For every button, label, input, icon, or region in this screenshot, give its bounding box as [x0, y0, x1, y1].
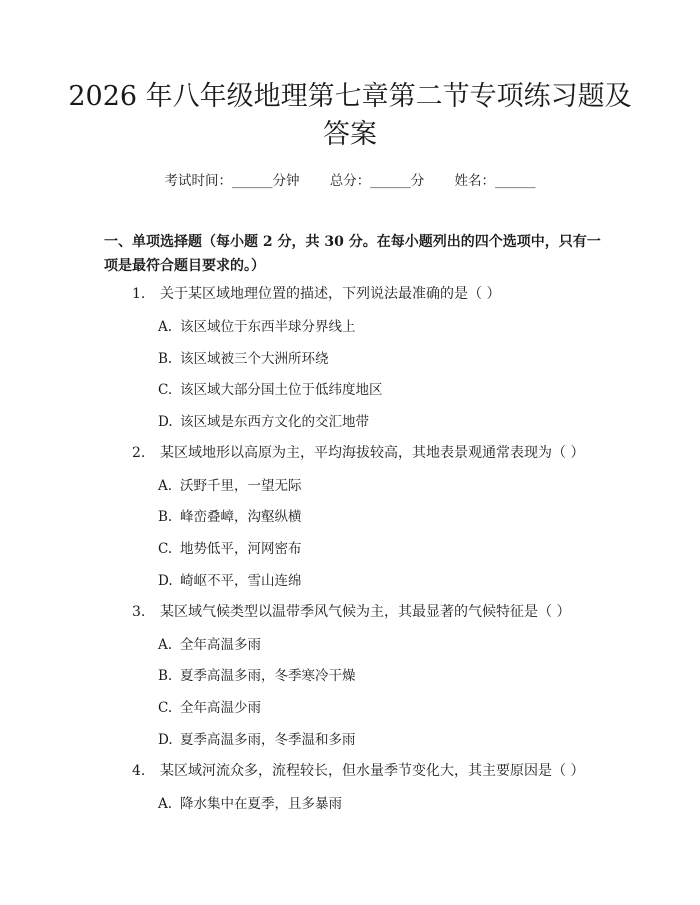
- option-letter: A.: [158, 796, 173, 812]
- option-3c: [158, 696, 261, 716]
- option-text: 夏季高温多雨，冬季温和多雨: [180, 732, 356, 748]
- option-letter: B.: [158, 351, 173, 367]
- option-letter: C.: [158, 382, 173, 398]
- option-4a: [158, 792, 342, 812]
- option-letter: B.: [158, 509, 173, 525]
- question-text: 某区域气候类型以温带季风气候为主，其最显著的气候特征是（ ）: [160, 604, 571, 620]
- option-letter: A.: [158, 637, 173, 653]
- option-text: 该区域是东西方文化的交汇地带: [180, 414, 369, 430]
- option-text: 夏季高温多雨，冬季寒冷干燥: [180, 668, 356, 684]
- option-letter: B.: [158, 668, 173, 684]
- question-2: [132, 442, 584, 462]
- option-text: 崎岖不平，雪山连绵: [180, 573, 302, 589]
- option-letter: C.: [158, 700, 173, 716]
- option-text: 该区域被三个大洲所环绕: [180, 351, 329, 367]
- question-4: [132, 760, 584, 780]
- option-2a: [158, 474, 302, 494]
- option-text: 全年高温少雨: [180, 700, 261, 716]
- option-text: 降水集中在夏季，且多暴雨: [180, 796, 342, 812]
- option-3a: [158, 633, 261, 653]
- question-text: 某区域地形以高原为主，平均海拔较高，其地表景观通常表现为（ ）: [160, 445, 585, 461]
- option-letter: D.: [158, 414, 173, 430]
- question-number: 1.: [132, 286, 146, 302]
- question-number: 3.: [132, 604, 146, 620]
- option-text: 该区域大部分国土位于低纬度地区: [180, 382, 383, 398]
- question-text: 关于某区域地理位置的描述，下列说法最准确的是（ ）: [160, 286, 501, 302]
- option-letter: C.: [158, 541, 173, 557]
- exam-meta: [0, 169, 700, 189]
- question-text: 某区域河流众多，流程较长，但水量季节变化大，其主要原因是（ ）: [160, 763, 585, 779]
- option-letter: A.: [158, 478, 173, 494]
- option-2d: [158, 569, 302, 589]
- option-1c: [158, 378, 383, 398]
- option-letter: D.: [158, 573, 173, 589]
- option-1b: [158, 347, 329, 367]
- option-letter: A.: [158, 319, 173, 335]
- option-text: 全年高温多雨: [180, 637, 261, 653]
- option-3b: [158, 664, 356, 684]
- exam-time: 考试时间：______分钟: [164, 173, 300, 189]
- document-title: 2026 年八年级地理第七章第二节专项练习题及答案: [68, 81, 632, 150]
- section-heading: 一、单项选择题（每小题 2 分，共 30 分。在每小题列出的四个选项中，只有一项是最符合题目要求的。）: [104, 234, 601, 274]
- option-text: 沃野千里，一望无际: [180, 478, 302, 494]
- question-1: [132, 283, 500, 303]
- option-letter: D.: [158, 732, 173, 748]
- option-3d: [158, 728, 356, 748]
- option-1a: [158, 315, 356, 335]
- option-2b: [158, 505, 302, 525]
- exam-name: 姓名：______: [454, 173, 536, 189]
- option-1d: [158, 410, 369, 430]
- option-text: 峰峦叠嶂，沟壑纵横: [180, 509, 302, 525]
- option-text: 该区域位于东西半球分界线上: [180, 319, 356, 335]
- question-3: [132, 601, 570, 621]
- question-number: 4.: [132, 763, 146, 779]
- option-text: 地势低平，河网密布: [180, 541, 302, 557]
- exam-score: 总分：______分: [329, 173, 425, 189]
- question-number: 2.: [132, 445, 146, 461]
- option-2c: [158, 537, 302, 557]
